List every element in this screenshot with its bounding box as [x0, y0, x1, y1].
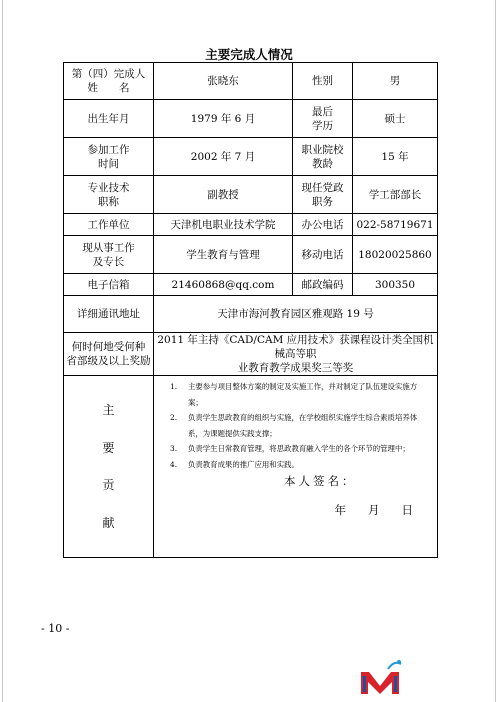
name-label: 第（四）完成人 姓 名 — [64, 63, 154, 100]
specialty-label: 现从事工作 及专长 — [64, 236, 154, 274]
address-value: 天津市海河教育园区雅观路 19 号 — [154, 296, 438, 333]
name-value: 张晓东 — [154, 63, 293, 100]
postcode-label: 邮政编码 — [293, 274, 353, 296]
award-label: 何时何地受何种 省部级及以上奖励 — [64, 333, 154, 376]
contribution-label — [64, 376, 154, 558]
teaching-years-label: 职业院校 教龄 — [293, 138, 353, 176]
date-month: 月 — [368, 503, 380, 517]
table-row — [64, 236, 438, 274]
birth-label: 出生年月 — [64, 100, 154, 138]
date-day: 日 — [401, 503, 413, 517]
address-label: 详细通讯地址 — [64, 296, 154, 333]
page-edge-left — [2, 0, 3, 702]
title-label: 专业技术 职称 — [64, 176, 154, 214]
signature-date — [166, 503, 429, 517]
gender-value: 男 — [353, 63, 438, 100]
list-item: 2. 负责学生思政教育的组织与实施，在学校组织实施学生综合素质培养体系，为课题提供实践支撑； — [170, 413, 418, 438]
table-row — [64, 138, 438, 176]
signature-label: 本人签名： — [284, 474, 357, 488]
table-row — [64, 176, 438, 214]
title-value: 副教授 — [154, 176, 293, 214]
award-value: 2011 年主持《CAD/CAM 应用技术》获课程设计类全国机械高等职 业教育教学成果奖三等奖 — [154, 333, 438, 376]
page-title: 主要完成人情况 — [205, 47, 293, 62]
date-year: 年 — [334, 503, 346, 517]
table-row — [64, 333, 438, 376]
table-row — [64, 274, 438, 296]
list-item: 1. 主要参与项目整体方案的制定及实施工作，并对制定了队伍建设实施方案； — [170, 382, 418, 407]
email-label: 电子信箱 — [64, 274, 154, 296]
education-label: 最后 学历 — [293, 100, 353, 138]
table-row — [64, 63, 438, 100]
employer-value: 天津机电职业技术学院 — [154, 214, 293, 236]
list-item: 4. 负责教育成果的推广应用和实践。 — [170, 459, 299, 469]
mobile-label: 移动电话 — [293, 236, 353, 274]
contribution-list — [166, 379, 429, 472]
email-value: 21460868@qq.com — [154, 274, 293, 296]
employer-label: 工作单位 — [64, 214, 154, 236]
work-start-value: 2002 年 7 月 — [154, 138, 293, 176]
work-start-label: 参加工作 时间 — [64, 138, 154, 176]
office-phone-label: 办公电话 — [293, 214, 353, 236]
teaching-years-value: 15 年 — [353, 138, 438, 176]
contribution-label-char: 贡 — [102, 478, 115, 493]
position-value: 学工部部长 — [353, 176, 438, 214]
table-row — [64, 296, 438, 333]
personnel-info-table — [63, 62, 438, 558]
postcode-value: 300350 — [353, 274, 438, 296]
contribution-label-char: 要 — [102, 440, 115, 455]
mobile-value: 18020025860 — [353, 236, 438, 274]
gender-label: 性别 — [293, 63, 353, 100]
specialty-value: 学生教育与管理 — [154, 236, 293, 274]
position-label: 现任党政 职务 — [293, 176, 353, 214]
contribution-content — [154, 376, 438, 558]
birth-value: 1979 年 6 月 — [154, 100, 293, 138]
contribution-label-char: 主 — [102, 403, 115, 418]
contribution-label-char: 献 — [102, 515, 115, 530]
table-row — [64, 376, 438, 558]
table-row — [64, 214, 438, 236]
page-edge-right — [495, 0, 496, 702]
logo-icon — [357, 658, 403, 696]
list-item: 3. 负责学生日常教育管理，将思政教育融入学生的各个环节的管理中； — [170, 444, 410, 453]
page-number: - 10 - — [41, 622, 70, 635]
table-row — [64, 100, 438, 138]
education-value: 硕士 — [353, 100, 438, 138]
office-phone-value: 022-58719671 — [353, 214, 438, 236]
